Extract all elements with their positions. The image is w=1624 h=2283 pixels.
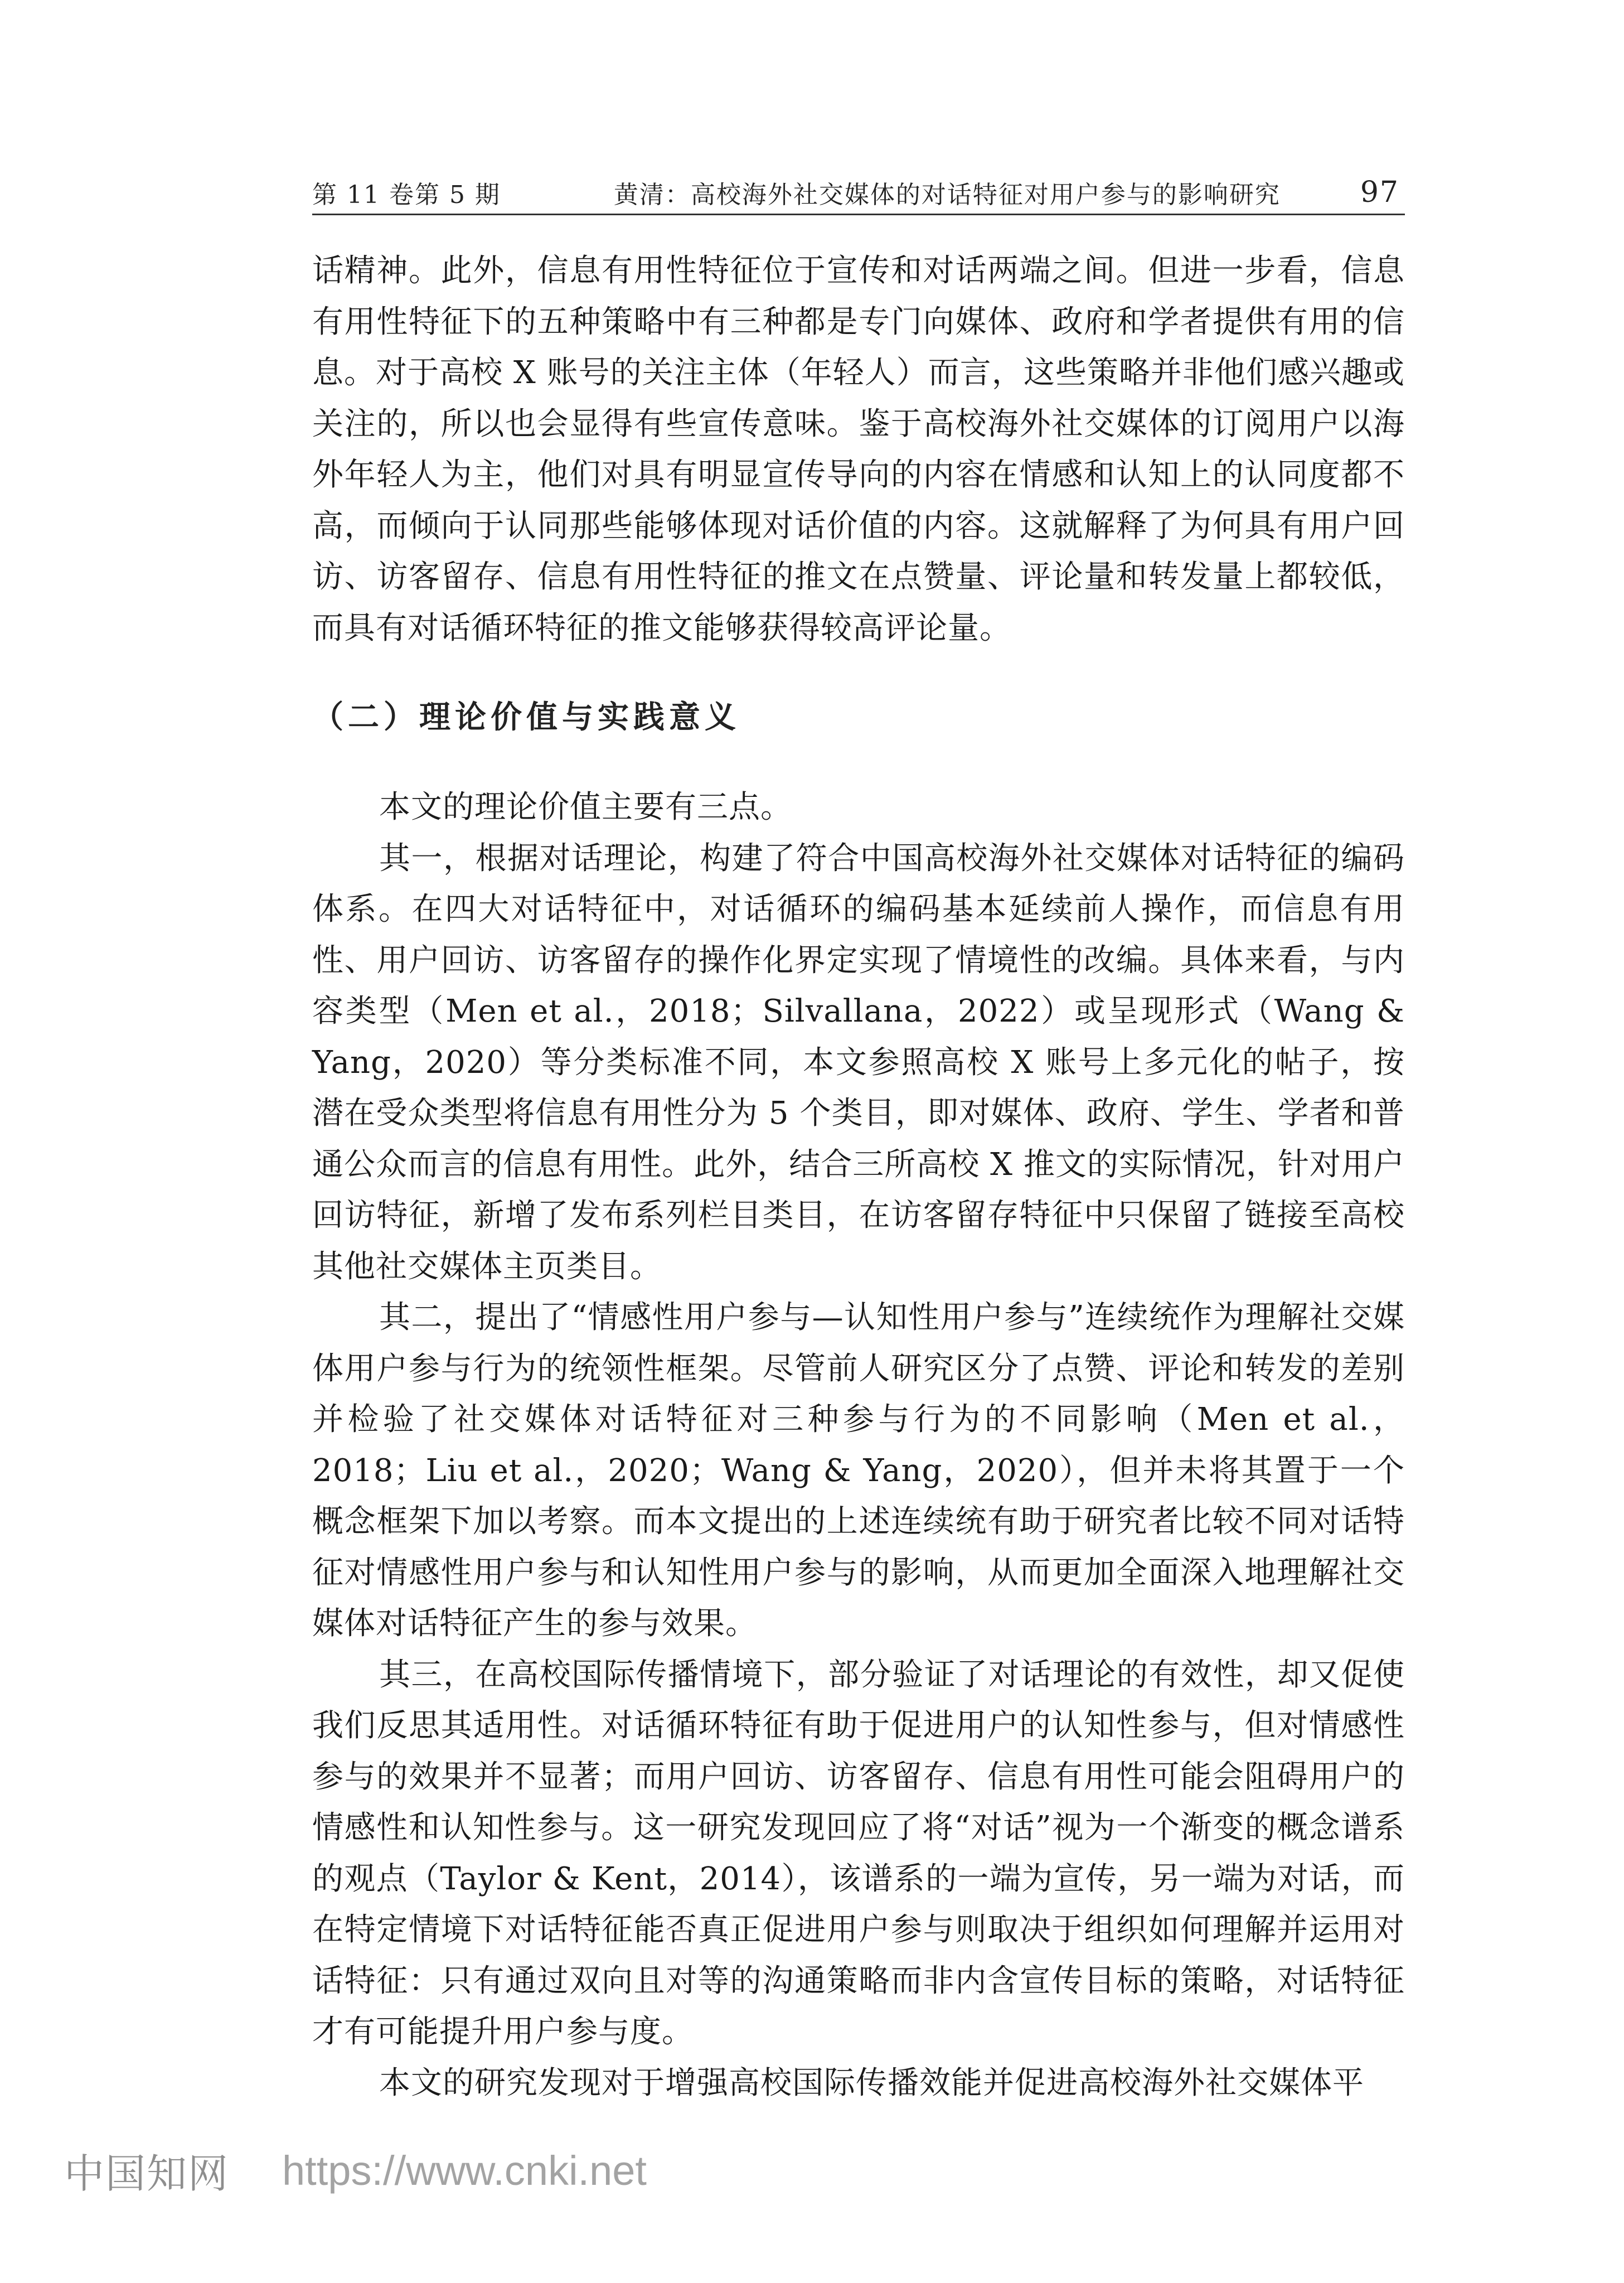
cnki-logo-text: 中国知网 bbox=[64, 2150, 230, 2197]
paragraph: 本文的理论价值主要有三点。 bbox=[379, 789, 792, 825]
running-title: 黄清：高校海外社交媒体的对话特征对用户参与的影响研究 bbox=[613, 181, 1281, 209]
journal-issue: 第 11 卷第 5 期 bbox=[312, 181, 501, 209]
header-divider bbox=[312, 214, 1405, 215]
paragraph: 其三，在高校国际传播情境下，部分验证了对话理论的有效性，却又促使我们反思其适用性。对话循环特征有助于促进用户的认知性参与，但对情感性参与的效果并不显著；而用户回访、访客留存、信息有用性可能会阻碍用户的情感性和认知性参与。这一研究发现回应了将“对话”视为一个渐变的概念谱系的观点（Taylor & Kent，2014），该谱系的一端为宣传，另一端为对话，而在特定情境下对话特征能否真正促进用户参与则取决于组织如何理解并运用对话特征：只有通过双向且对等的沟通策略而非内含宣传目标的策略，对话特征才有可能提升用户参与度。 bbox=[312, 1656, 1405, 2050]
paragraph: 本文的研究发现对于增强高校国际传播效能并促进高校海外社交媒体平 bbox=[379, 2064, 1364, 2101]
paragraph: 其一，根据对话理论，构建了符合中国高校海外社交媒体对话特征的编码体系。在四大对话特征中，对话循环的编码基本延续前人操作，而信息有用性、用户回访、访客留存的操作化界定实现了情境性的改编。具体来看，与内容类型（Men et al.，2018；Silvallana，2022）或呈现形式（Wang & Yang，2020）等分类标准不同，本文参照高校 X 账号上多元化的帖子，按潜在受众类型将信息有用性分为 5 个类目，即对媒体、政府、学生、学者和普通公众而言的信息有用性。此外，结合三所高校 X 推文的实际情况，针对用户回访特征，新增了发布系列栏目类目，在访客留存特征中只保留了链接至高校其他社交媒体主页类目。 bbox=[312, 840, 1405, 1285]
paragraph-continued: 话精神。此外，信息有用性特征位于宣传和对话两端之间。但进一步看，信息有用性特征下的五种策略中有三种都是专门向媒体、政府和学者提供有用的信息。对于高校 X 账号的关注主体（年轻人）而言，这些策略并非他们感兴趣或关注的，所以也会显得有些宣传意味。鉴于高校海外社交媒体的订阅用户以海外年轻人为主，他们对具有明显宣传导向的内容在情感和认知上的认同度都不高，而倾向于认同那些能够体现对话价值的内容。这就解释了为何具有用户回访、访客留存、信息有用性特征的推文在点赞量、评论量和转发量上都较低，而具有对话循环特征的推文能够获得较高评论量。 bbox=[312, 253, 1405, 646]
paragraph: 其二，提出了“情感性用户参与—认知性用户参与”连续统作为理解社交媒体用户参与行为的统领性框架。尽管前人研究区分了点赞、评论和转发的差别并检验了社交媒体对话特征对三种参与行为的不同影响（Men et al.，2018；Liu et al.，2020；Wang & Yang，2020），但并未将其置于一个概念框架下加以考察。而本文提出的上述连续统有助于研究者比较不同对话特征对情感性用户参与和认知性用户参与的影响，从而更加全面深入地理解社交媒体对话特征产生的参与效果。 bbox=[312, 1299, 1405, 1642]
article-body bbox=[312, 245, 1405, 2108]
section-heading: （二）理论价值与实践意义 bbox=[312, 699, 740, 736]
cnki-watermark bbox=[64, 2142, 647, 2198]
page-number: 97 bbox=[1360, 176, 1399, 209]
cnki-url: https://www.cnki.net bbox=[282, 2147, 647, 2194]
page-header bbox=[312, 170, 1399, 215]
